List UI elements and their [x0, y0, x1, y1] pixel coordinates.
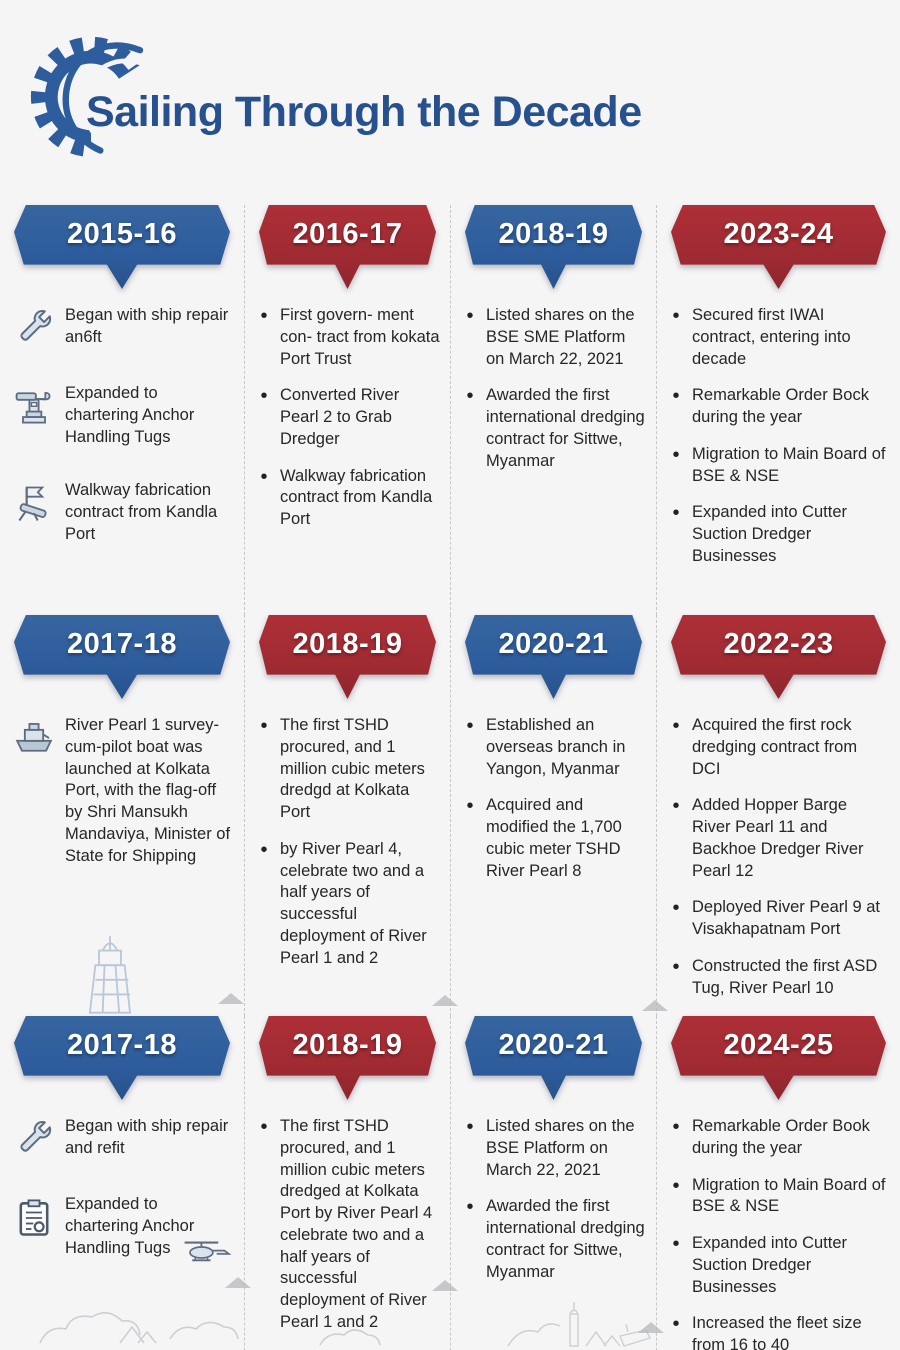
milestone-item — [257, 839, 440, 970]
bullet-marker: • — [672, 795, 680, 818]
timeline-cell-2020-21 — [451, 615, 657, 1016]
bullet-marker: • — [672, 715, 680, 737]
wrench-icon — [12, 1118, 56, 1162]
bullet-marker: • — [260, 385, 268, 408]
timeline-cell-2018-19 — [245, 615, 451, 1016]
milestone-text: First govern- ment con- tract from kokata Port Trust — [280, 306, 440, 368]
milestone-item — [669, 305, 890, 370]
year-banner — [259, 1016, 436, 1100]
year-label: 2018-19 — [292, 1029, 403, 1061]
bullet-marker: • — [672, 305, 680, 327]
milestone-text: The first TSHD procured, and 1 million cubic meters dredgd at Kolkata Port — [280, 716, 425, 822]
year-banner — [671, 615, 886, 699]
milestone-item — [463, 715, 646, 780]
milestone-list — [12, 305, 234, 546]
milestone-text: Expanded to chartering Anchor Handling Tugs — [65, 1195, 195, 1257]
lighthouse-sketch — [55, 925, 165, 1020]
bullet-marker: • — [260, 465, 268, 488]
timeline-cell-2016-17 — [245, 205, 451, 615]
milestone-text: Established an overseas branch in Yangon, Myanmar — [486, 716, 626, 778]
year-label: 2022-23 — [723, 628, 834, 660]
milestone-item — [669, 715, 890, 780]
boat-icon — [12, 717, 56, 761]
milestone-list — [463, 715, 646, 882]
triangle-decoration — [642, 1000, 668, 1011]
milestone-item — [669, 1116, 890, 1160]
milestone-item — [12, 1194, 234, 1259]
milestone-text: Remarkable Order Bock during the year — [692, 386, 869, 427]
milestone-text: Walkway fabrication contract from Kandla Port — [65, 481, 218, 543]
milestone-item — [12, 715, 234, 867]
year-label: 2016-17 — [292, 218, 403, 250]
milestone-text: River Pearl 1 survey-cum-pilot boat was launched at Kolkata Port, with the flag-off by Shri Mansukh Mandaviya, Minister of State for Shipping — [65, 716, 231, 865]
timeline-cell-2024-25 — [657, 1016, 900, 1350]
bullet-marker: • — [672, 955, 680, 978]
wrench-icon — [12, 307, 56, 351]
milestone-list — [257, 305, 440, 531]
bullet-marker: • — [260, 715, 268, 737]
year-banner — [14, 205, 230, 289]
milestone-item — [669, 897, 890, 941]
year-banner — [465, 1016, 642, 1100]
milestone-item — [12, 383, 234, 448]
year-label: 2024-25 — [723, 1029, 834, 1061]
milestone-text: Walkway fabrication contract from Kandla Port — [280, 466, 433, 529]
triangle-decoration — [432, 1280, 458, 1291]
year-banner — [259, 615, 436, 699]
milestone-item — [463, 305, 646, 370]
triangle-decoration — [225, 1277, 251, 1288]
milestone-text: Expanded into Cutter Suction Dredger Businesses — [692, 503, 848, 565]
year-label: 2018-19 — [498, 218, 609, 250]
year-banner — [465, 615, 642, 699]
year-banner — [14, 615, 230, 699]
milestone-item — [12, 1116, 234, 1162]
milestone-text: Acquired and modified the 1,700 cubic meter TSHD River Pearl 8 — [486, 796, 622, 880]
milestone-item — [463, 1196, 646, 1283]
bullet-marker: • — [466, 715, 474, 737]
year-banner — [465, 205, 642, 289]
milestone-text: Migration to Main Board of BSE & NSE — [692, 1175, 886, 1216]
triangle-decoration — [432, 995, 458, 1006]
milestone-list — [669, 305, 890, 568]
milestone-text: Converted River Pearl 2 to Grab Dredger — [280, 386, 400, 448]
clipboard-icon — [12, 1196, 56, 1240]
bullet-marker: • — [672, 1233, 680, 1256]
milestone-text: by River Pearl 4, celebrate two and a half years of successful deployment of River Pearl 1 and 2 — [280, 839, 427, 967]
milestone-item — [669, 795, 890, 882]
milestone-list — [12, 1116, 234, 1259]
year-label: 2020-21 — [498, 628, 609, 660]
bullet-marker: • — [672, 1313, 680, 1336]
bullet-marker: • — [672, 385, 680, 408]
bullet-marker: • — [466, 1116, 474, 1138]
year-banner — [671, 205, 886, 289]
bollard-icon — [12, 385, 56, 429]
timeline-cell-2023-24 — [657, 205, 900, 615]
milestone-text: Secured first IWAI contract, entering into decade — [692, 306, 851, 368]
walkway-icon — [12, 482, 56, 526]
helicopter-icon — [180, 1238, 232, 1264]
milestone-text: Listed shares on the BSE Platform on March 22, 2021 — [486, 1117, 635, 1179]
milestone-item — [669, 1233, 890, 1298]
milestone-item — [669, 444, 890, 488]
milestone-item — [12, 305, 234, 351]
milestone-list — [669, 1116, 890, 1350]
milestone-text: Listed shares on the BSE SME Platform on March 22, 2021 — [486, 306, 635, 368]
milestone-item — [257, 466, 440, 531]
timeline-cell-2015-16 — [0, 205, 245, 615]
milestone-text: Awarded the first international dredging contract for Sittwe, Myanmar — [486, 1197, 645, 1281]
milestone-item — [463, 795, 646, 882]
milestone-text: Increased the fleet size from 16 to 40 — [692, 1314, 862, 1350]
bullet-marker: • — [466, 305, 474, 327]
milestone-item — [669, 502, 890, 567]
milestone-item — [257, 715, 440, 824]
milestone-text: Migration to Main Board of BSE & NSE — [692, 444, 886, 485]
page-title: Sailing Through the Decade — [86, 88, 642, 136]
bullet-marker: • — [466, 385, 474, 408]
milestone-item — [463, 1116, 646, 1181]
bullet-marker: • — [672, 443, 680, 466]
milestone-text: Acquired the first rock dredging contract from DCI — [692, 716, 858, 778]
timeline-grid — [0, 205, 900, 1350]
milestone-text: Constructed the first ASD Tug, River Pearl 10 — [692, 956, 878, 997]
milestone-list — [463, 1116, 646, 1283]
timeline-cell-2022-23 — [657, 615, 900, 1016]
bullet-marker: • — [260, 305, 268, 327]
milestone-text: Expanded into Cutter Suction Dredger Businesses — [692, 1234, 848, 1296]
milestone-item — [257, 305, 440, 370]
milestone-item — [463, 385, 646, 472]
bullet-marker: • — [466, 1196, 474, 1219]
milestone-text: Awarded the first international dredging contract for Sittwe, Myanmar — [486, 386, 645, 470]
milestone-text: Began with ship repair and refit — [65, 1117, 229, 1157]
milestone-item — [669, 956, 890, 1000]
milestone-text: Expanded to chartering Anchor Handling Tugs — [65, 384, 195, 446]
milestone-text: The first TSHD procured, and 1 million cubic meters dredged at Kolkata Port by River Pearl 4 celebrate two and a half years of successful deployment of River Pearl 1 and 2 — [280, 1117, 433, 1331]
bullet-marker: • — [672, 897, 680, 920]
year-label: 2018-19 — [292, 628, 403, 660]
bullet-marker: • — [672, 1116, 680, 1138]
milestone-text: Added Hopper Barge River Pearl 11 and Backhoe Dredger River Pearl 12 — [692, 796, 864, 880]
year-label: 2017-18 — [67, 1029, 177, 1061]
milestone-text: Remarkable Order Book during the year — [692, 1117, 870, 1157]
milestone-list — [12, 715, 234, 867]
milestone-list — [669, 715, 890, 999]
milestone-list — [463, 305, 646, 472]
milestone-list — [257, 715, 440, 969]
header — [0, 0, 900, 190]
bullet-marker: • — [260, 838, 268, 861]
year-banner — [671, 1016, 886, 1100]
bullet-marker: • — [672, 1174, 680, 1197]
bullet-marker: • — [260, 1116, 268, 1138]
milestone-text: Deployed River Pearl 9 at Visakhapatnam Port — [692, 898, 881, 939]
clouds-sketch — [20, 1295, 440, 1350]
year-label: 2023-24 — [723, 218, 834, 250]
timeline-cell-2018-19 — [451, 205, 657, 615]
year-banner — [259, 205, 436, 289]
year-banner — [14, 1016, 230, 1100]
milestone-item — [257, 385, 440, 450]
triangle-decoration — [638, 1322, 664, 1333]
milestone-text: Began with ship repair an6ft — [65, 306, 229, 346]
milestone-item — [12, 480, 234, 545]
year-label: 2017-18 — [67, 628, 177, 660]
year-label: 2015-16 — [67, 218, 177, 250]
bullet-marker: • — [672, 502, 680, 525]
milestone-item — [669, 1175, 890, 1219]
milestone-item — [669, 1313, 890, 1350]
year-label: 2020-21 — [498, 1029, 609, 1061]
triangle-decoration — [218, 993, 244, 1004]
milestone-item — [669, 385, 890, 429]
bullet-marker: • — [466, 795, 474, 818]
